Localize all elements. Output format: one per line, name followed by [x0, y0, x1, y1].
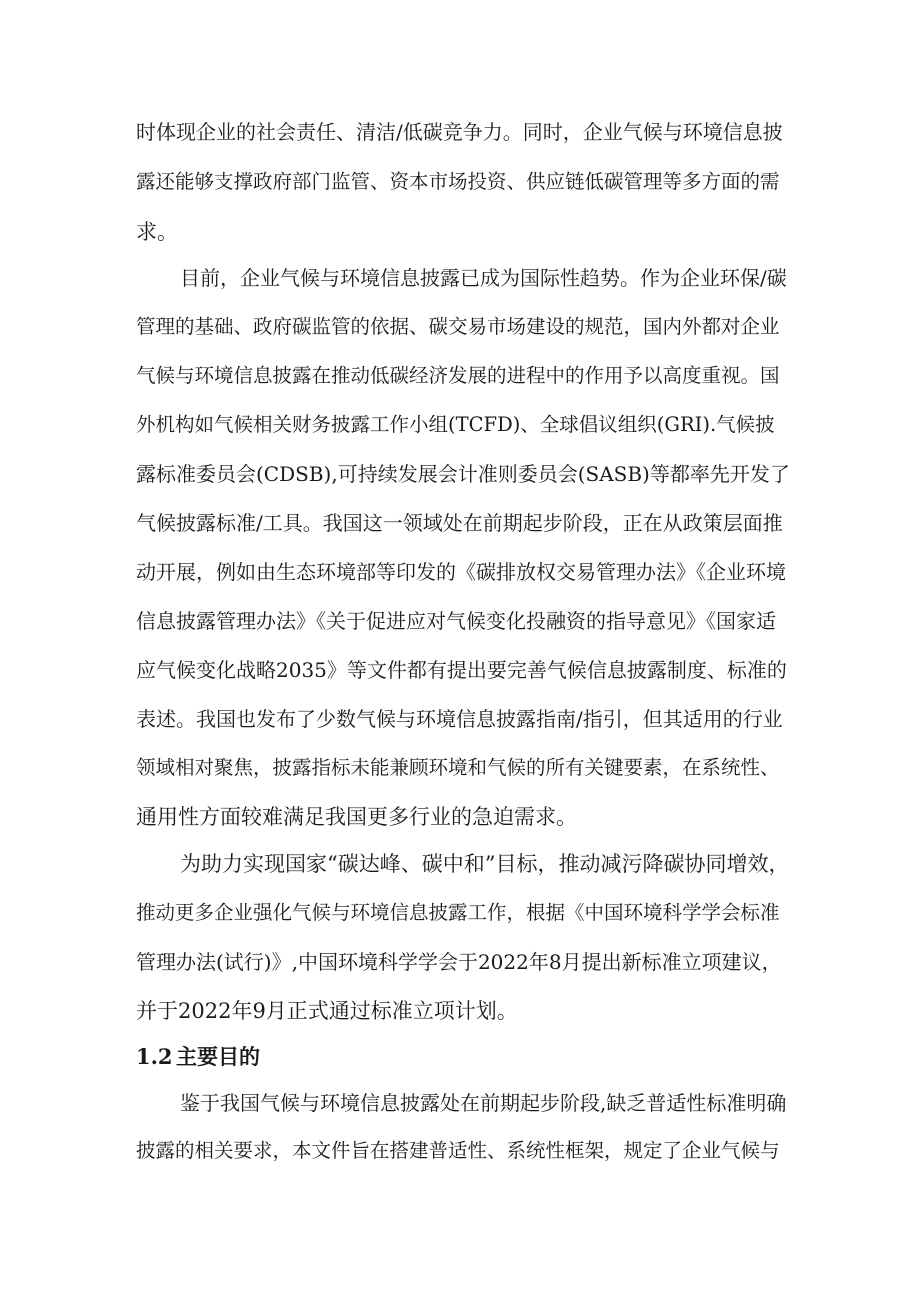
paragraph-2-line-10	[0, 699, 920, 739]
section-heading	[0, 1037, 920, 1077]
text-line: 推动更多企业强化气候与环境信息披露工作，根据《中国环境科学学会标准	[136, 901, 780, 924]
paragraph-2-line-4	[0, 405, 920, 445]
text-line: 时体现企业的社会责任、清洁/低碳竞争力。同时，企业气候与环境信息披	[136, 120, 783, 144]
paragraph-1-line-3	[0, 212, 920, 252]
text-line: 露标准委员会(CDSB),可持续发展会计准则委员会(SASB)等都率先开发了	[136, 462, 790, 486]
text-line: 求。	[136, 220, 178, 244]
text-line: 目前，企业气候与环境信息披露已成为国际性趋势。作为企业环保/碳	[180, 266, 787, 290]
text-line: 管理办法(试行)》,中国环境科学学会于2022年8月提出新标准立项建议，	[136, 950, 782, 974]
paragraph-2-line-2	[0, 307, 920, 347]
text-line: 管理的基础、政府碳监管的依据、碳交易市场建设的规范，国内外都对企业	[136, 315, 780, 338]
section-number: 1.2	[136, 1044, 173, 1069]
text-line: 气候与环境信息披露在推动低碳经济发展的进程中的作用予以高度重视。国	[136, 364, 780, 387]
paragraph-3-line-4	[0, 991, 920, 1031]
text-line: 信息披露管理办法》《关于促进应对气候变化投融资的指导意见》《国家适	[136, 609, 776, 633]
paragraph-3-line-3	[0, 942, 920, 982]
paragraph-3-line-2	[0, 893, 920, 933]
paragraph-2-line-9	[0, 650, 920, 690]
paragraph-2-line-7	[0, 552, 920, 592]
text-line: 应气候变化战略2035》等文件都有提出要完善气候信息披露制度、标准的	[136, 658, 787, 682]
paragraph-2-line-3	[0, 356, 920, 396]
section-title: 主要目的	[176, 1044, 260, 1069]
text-line: 披露的相关要求，本文件旨在搭建普适性、系统性框架，规定了企业气候与	[136, 1139, 780, 1162]
section-paragraph-line-2	[0, 1131, 920, 1171]
text-line: 表述。我国也发布了少数气候与环境信息披露指南/指引，但其适用的行业	[136, 707, 783, 731]
paragraph-3-line-1	[0, 844, 920, 884]
paragraph-2-line-5	[0, 454, 920, 494]
paragraph-2-line-1	[0, 258, 920, 298]
text-line: 气候披露标准/工具。我国这一领域处在前期起步阶段，正在从政策层面推	[136, 511, 783, 535]
text-line: 领域相对聚焦，披露指标未能兼顾环境和气候的所有关键要素，在系统性、	[136, 756, 780, 779]
text-line: 为助力实现国家“碳达峰、碳中和”目标，推动减污降碳协同增效，	[180, 852, 790, 876]
text-line: 露还能够支撑政府部门监管、资本市场投资、供应链低碳管理等多方面的需	[136, 170, 780, 193]
text-line: 并于2022年9月正式通过标准立项计划。	[136, 999, 518, 1023]
paragraph-2-line-6	[0, 503, 920, 543]
text-line: 鉴于我国气候与环境信息披露处在前期起步阶段,缺乏普适性标准明确	[180, 1091, 787, 1115]
paragraph-2-line-8	[0, 601, 920, 641]
section-paragraph-line-1	[0, 1083, 920, 1123]
paragraph-2-line-11	[0, 748, 920, 788]
paragraph-1-line-2	[0, 162, 920, 202]
text-line: 动开展，例如由生态环境部等印发的《碳排放权交易管理办法》《企业环境	[136, 560, 786, 584]
text-line: 外机构如气候相关财务披露工作小组(TCFD)、全球倡议组织(GRI).气候披	[136, 413, 775, 436]
paragraph-1-line-1	[0, 112, 920, 152]
paragraph-2-line-12	[0, 797, 920, 837]
text-line: 通用性方面较难满足我国更多行业的急迫需求。	[136, 805, 577, 829]
